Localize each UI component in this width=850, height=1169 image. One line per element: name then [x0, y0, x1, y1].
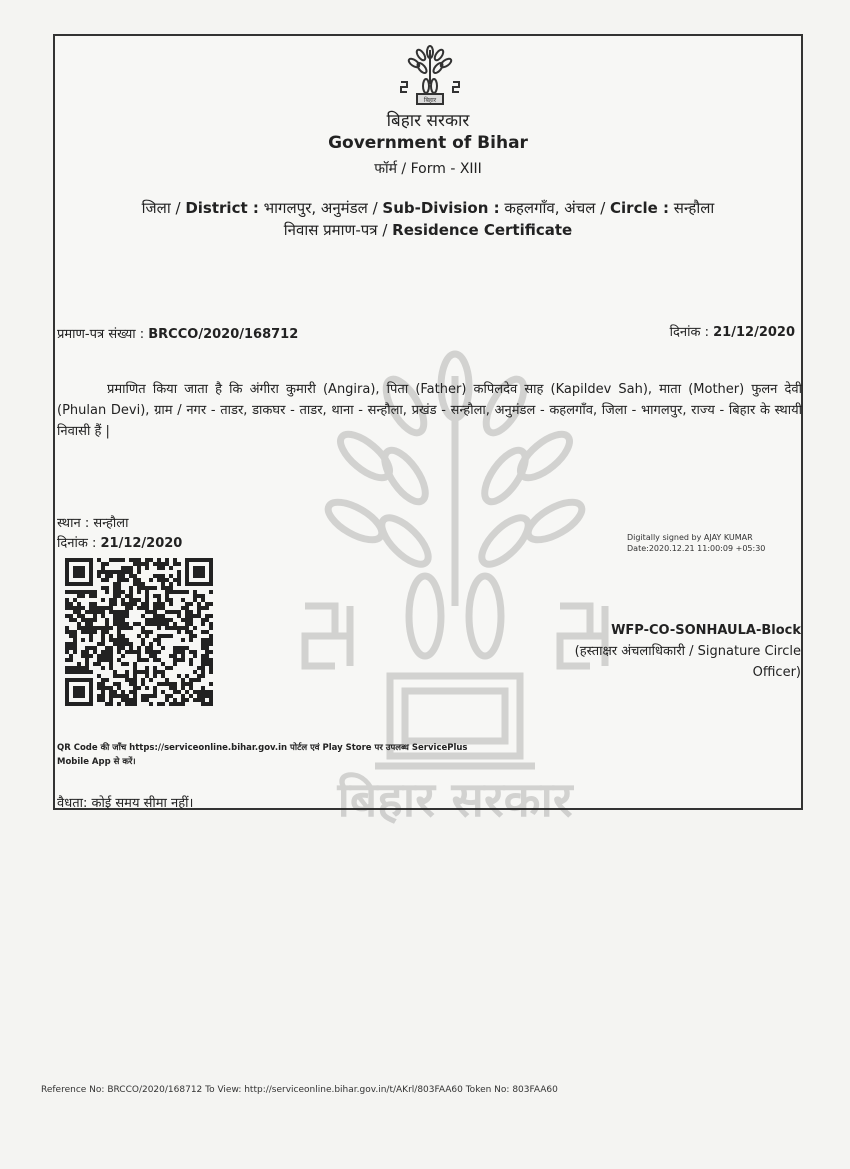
qr-verification-note: QR Code की जाँच https://serviceonline.bihar.gov.in पोर्टल एवं Play Store पर उपलब्ध ServicePlus Mobile App से करें। [57, 743, 468, 767]
svg-text:बिहार सरकार: बिहार सरकार [337, 772, 573, 828]
form-number: फॉर्म / Form - XIII [374, 161, 482, 177]
issue-date-top: दिनांक : 21/12/2020 [669, 325, 795, 340]
issue-date-bottom: दिनांक : 21/12/2020 [57, 536, 183, 551]
reference-line: Reference No: BRCCO/2020/168712 To View: http://serviceonline.bihar.gov.in/t/AKrl/803FAA60 Token No: 803FAA60 [41, 1085, 558, 1095]
qr-code [65, 558, 215, 713]
district-line: जिला / District : भागलपुर, अनुमंडल / Sub-Division : कहलगाँव, अंचल / Circle : सन्हौला [141, 199, 715, 217]
english-govt-title: Government of Bihar [328, 133, 528, 153]
certificate-title: निवास प्रमाण-पत्र / Residence Certificate [283, 221, 573, 239]
certification-statement: प्रमाणित किया जाता है कि अंगीरा कुमारी (Angira), पिता (Father) कपिलदेव साह (Kapildev Sah), माता (Mother) फुलन देवी (Phulan Devi), ग्राम / नगर - ताडर, डाकघर - ताडर, थाना - सन्हौला, प्रखंड - सन्हौला, अनुमंडल - कहलगाँव, जिला - भागलपुर, राज्य - बिहार के स्थायी निवासी हैं | [57, 382, 802, 439]
signature-block [531, 620, 801, 683]
hindi-govt-title: बिहार सरकार [386, 111, 470, 131]
signatory-name: WFP-CO-SONHAULA-Block [611, 623, 801, 638]
validity-note: वैधता: कोई समय सीमा नहीं। [57, 796, 194, 811]
svg-text:बिहार: बिहार [423, 97, 437, 104]
place: स्थान : सन्हौला [57, 516, 129, 531]
bihar-emblem-logo [395, 44, 465, 110]
certificate-frame [53, 34, 803, 828]
certificate-number: प्रमाण-पत्र संख्या : BRCCO/2020/168712 [57, 327, 299, 342]
digital-signature-info: Digitally signed by AJAY KUMAR Date:2020.12.21 11:00:09 +05:30 [627, 533, 766, 553]
signatory-designation-cont: Officer) [752, 665, 801, 680]
signatory-designation: (हस्ताक्षर अंचलाधिकारी / Signature Circle [574, 644, 801, 659]
